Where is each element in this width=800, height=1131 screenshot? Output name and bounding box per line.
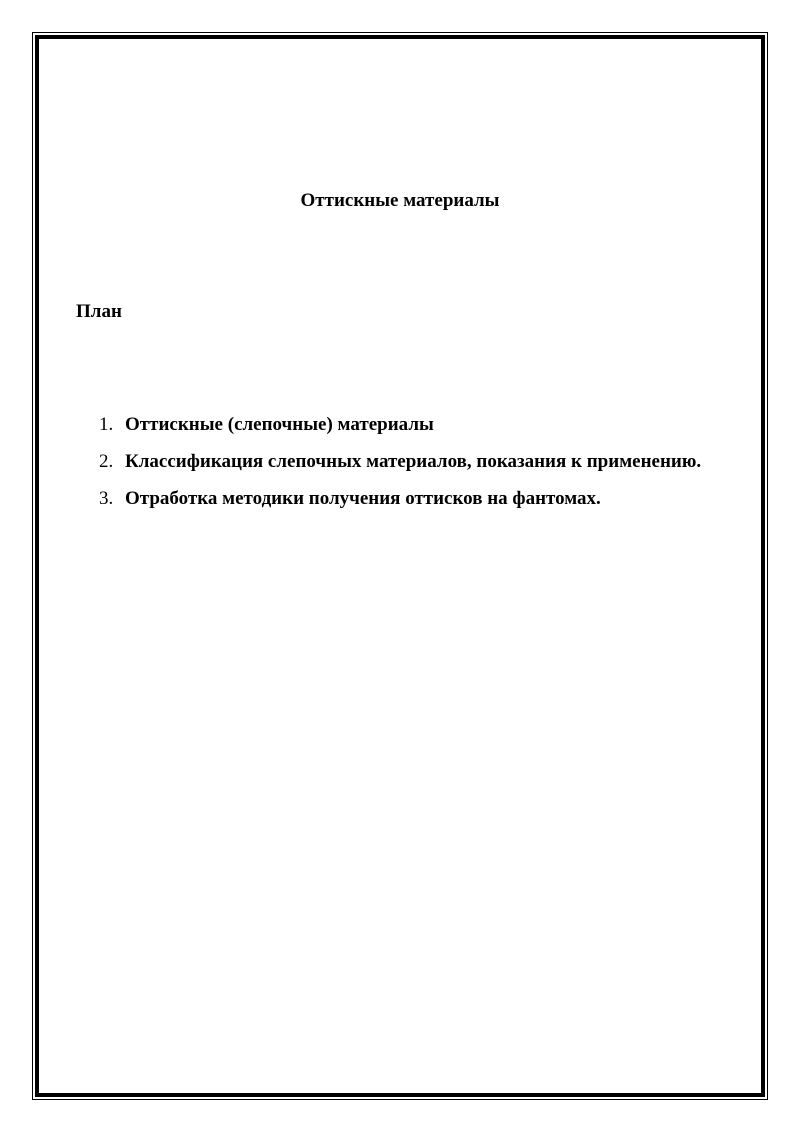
plan-item xyxy=(99,406,739,443)
plan-list xyxy=(99,406,739,517)
plan-item-text: Отработка методики получения оттисков на фантомах. xyxy=(125,488,601,509)
plan-heading: План xyxy=(76,301,122,322)
plan-item-number: 3. xyxy=(99,488,114,509)
plan-item-text: Оттискные (слепочные) материалы xyxy=(125,414,434,435)
plan-item-text: Классификация слепочных материалов, показания к применению. xyxy=(125,451,702,472)
plan-item xyxy=(99,443,739,480)
plan-item-number: 2. xyxy=(99,451,114,472)
plan-item xyxy=(99,480,739,517)
plan-item-number: 1. xyxy=(99,414,114,435)
document-title: Оттискные материалы xyxy=(300,190,500,211)
